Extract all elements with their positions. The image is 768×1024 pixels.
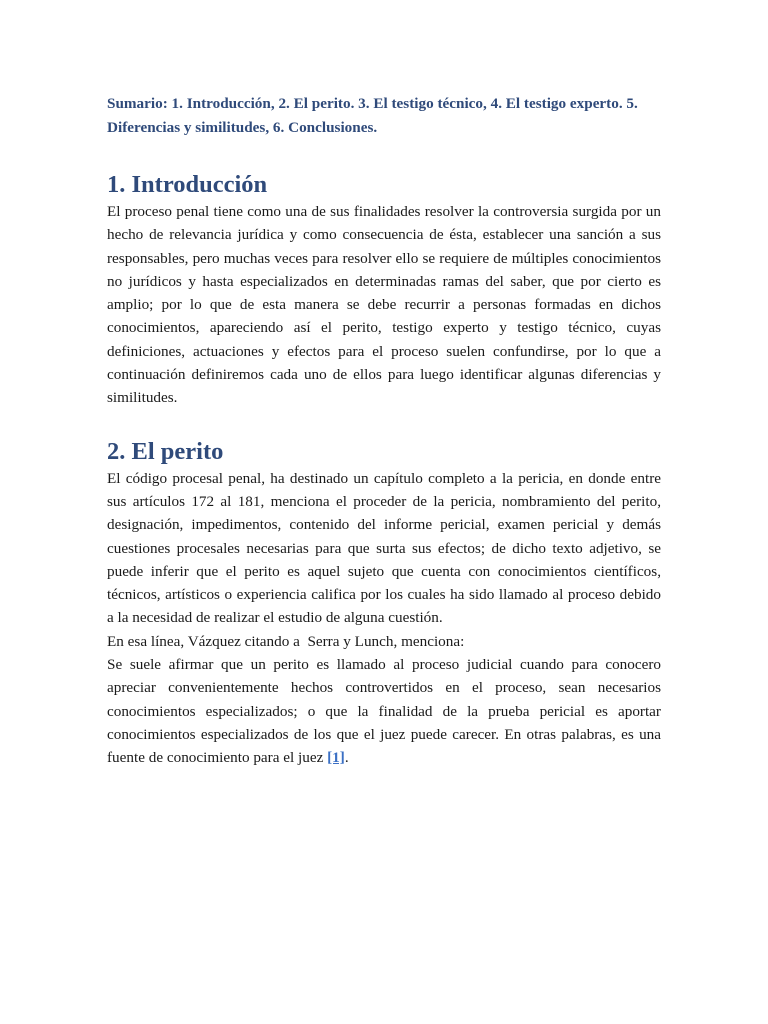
heading-introduccion: 1. Introducción bbox=[107, 171, 268, 198]
paragraph-el-perito: El código procesal penal, ha destinado un capítulo completo a la pericia, en donde entre sus artículos 172 al 181, menciona el proceder de la pericia, nombramiento del perito, designación, impedimentos, contenido del informe pericial, examen pericial y demás cuestiones procesales necesarias para que surta sus efectos; de dicho texto adjetivo, se puede inferir que el perito es aquel sujeto que cuenta con conocimientos científicos, técnicos, artísticos o experiencia califica por los cuales ha sido llamado al proceso debido a la necesidad de realizar el estudio de alguna cuestión. bbox=[107, 469, 661, 627]
quote-paragraph bbox=[107, 653, 661, 769]
quote-end: . bbox=[344, 749, 349, 767]
summary: Sumario: 1. Introducción, 2. El perito. 3. El testigo técnico, 4. El testigo experto. 5. Diferencias y similitudes, 6. Conclusiones. bbox=[107, 95, 638, 136]
document-page bbox=[107, 92, 661, 770]
quote-text: Se suele afirmar que un perito es llamado al proceso judicial cuando para conocero apreciar convenientemente hechos controvertidos en el proceso, sean necesarios conocimientos especializados; o que la finalidad de la prueba pericial es aportar conocimientos especializados de los que el juez puede carecer. En otras palabras, es una fuente de conocimiento para el juez bbox=[107, 656, 661, 767]
heading-el-perito: 2. El perito bbox=[107, 437, 224, 465]
paragraph-introduccion: El proceso penal tiene como una de sus finalidades resolver la controversia surgida por un hecho de relevancia jurídica y como consecuencia de ésta, establecer una sanción a sus responsables, pero muchas veces para resolver ello se requiere de múltiples conocimientos no jurídicos y hasta especializados en determinadas ramas del saber, que por cierto es amplio; por lo que de esta manera se debe recurrir a personas formadas en dichos conocimientos, apareciendo así el perito, testigo experto y testigo técnico, cuyas definiciones, actuaciones y efectos para el proceso suelen confundirse, por lo que a continuación definiremos cada uno de ellos para luego identificar algunas diferencias y similitudes. bbox=[107, 203, 661, 407]
citation-intro: En esa línea, Vázquez citando a Serra y Lunch, menciona: bbox=[107, 632, 465, 650]
footnote-link[interactable]: [1] bbox=[327, 749, 345, 767]
